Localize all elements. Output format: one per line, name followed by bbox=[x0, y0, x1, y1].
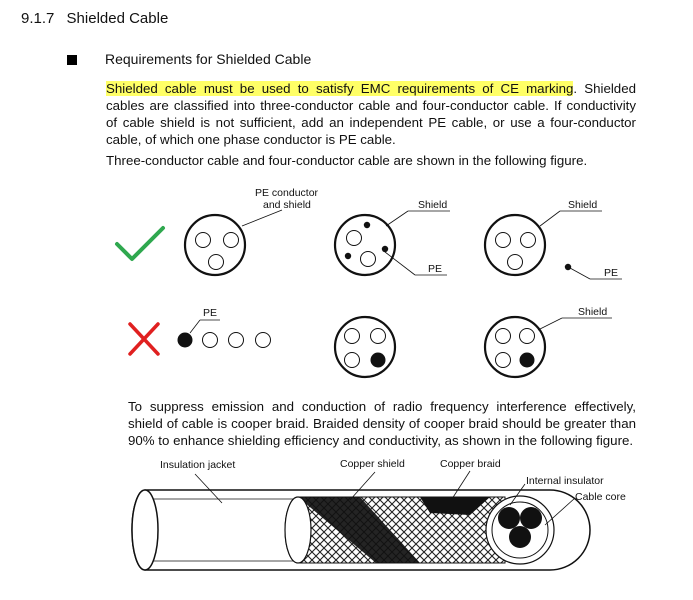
unshielded-separate-conductors bbox=[178, 307, 271, 348]
label-pe-b: PE bbox=[604, 267, 619, 279]
label-shield-a: Shield bbox=[418, 199, 448, 211]
label-copper-braid: Copper braid bbox=[440, 458, 501, 470]
label-and-shield: and shield bbox=[263, 199, 311, 211]
requirements-title: Requirements for Shielded Cable bbox=[105, 51, 312, 67]
three-conductor-cable-separate-pe bbox=[485, 199, 622, 279]
four-conductor-cable-incorrect-a bbox=[335, 317, 395, 377]
paragraph-emc-rest: . Shielded cables are classified into three-conductor cable and four-conductor cable. If conductivity of cable shield is not sufficient, add an independent PE cable, or use a four-conductor cable, of which one phase conductor is PE cable. bbox=[106, 81, 636, 147]
label-insulation-jacket: Insulation jacket bbox=[160, 459, 236, 471]
label-copper-shield: Copper shield bbox=[340, 458, 405, 470]
label-cable-core: Cable core bbox=[575, 491, 626, 503]
section-number: 9.1.7 bbox=[21, 10, 55, 27]
label-pe-c: PE bbox=[203, 307, 218, 319]
label-pe-a: PE bbox=[428, 263, 443, 275]
braided-cable-diagram bbox=[132, 458, 626, 570]
section-title: Shielded Cable bbox=[66, 10, 169, 27]
label-shield-b: Shield bbox=[568, 199, 598, 211]
label-pe-conductor: PE conductor bbox=[255, 187, 319, 199]
paragraph-figure-intro: Three-conductor cable and four-conductor cable are shown in the following figure. bbox=[106, 153, 588, 168]
three-conductor-cable-correct bbox=[185, 187, 319, 275]
paragraph-copper-braid: To suppress emission and conduction of radio frequency interference effectively, shield of cable is cooper braid. Braided density of cooper braid should be greater than 90% to enhance shielding efficiency and conductivity, as shown in the following figure. bbox=[128, 399, 636, 448]
label-shield-c: Shield bbox=[578, 306, 608, 318]
four-conductor-cable-with-pe bbox=[335, 199, 450, 275]
four-conductor-cable-incorrect-b bbox=[485, 306, 612, 377]
label-internal-insulator: Internal insulator bbox=[526, 475, 604, 487]
cross-icon bbox=[130, 324, 158, 354]
checkmark-icon bbox=[117, 228, 163, 259]
highlighted-text: Shielded cable must be used to satisfy EMC requirements of CE marking bbox=[106, 81, 574, 96]
